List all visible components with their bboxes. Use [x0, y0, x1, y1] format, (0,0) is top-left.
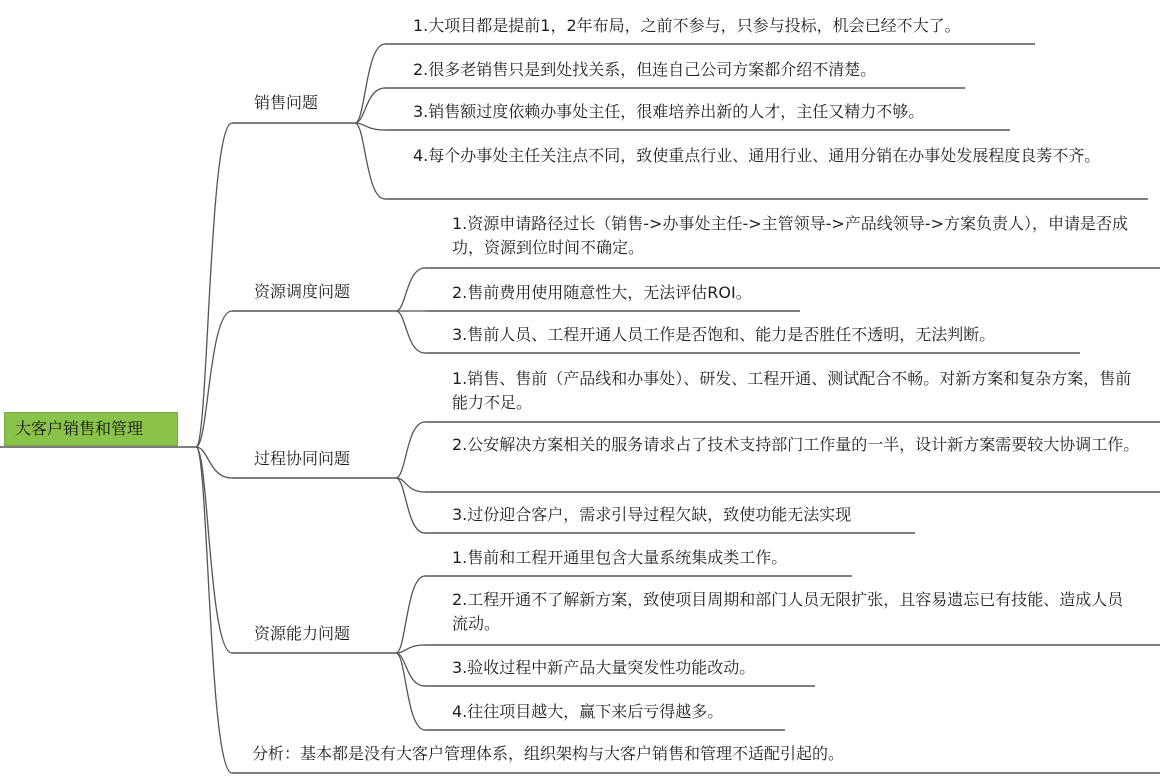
branch-4-item-4-connector	[396, 653, 425, 730]
branch-2-item-1-connector	[396, 268, 425, 311]
branch-1-item-1-connector	[355, 44, 385, 123]
branch-4-item-1-connector	[396, 576, 425, 653]
process-item-3[interactable]: 3.过份迎合客户，需求引导过程欠缺，致使功能无法实现	[452, 505, 852, 524]
process-item-2[interactable]: 2.公安解决方案相关的服务请求占了技术支持部门工作量的一半，设计新方案需要较大协调工作。	[452, 435, 1140, 454]
analysis-note[interactable]: 分析：基本都是没有大客户管理体系，组织架构与大客户销售和管理不适配引起的。	[252, 744, 845, 763]
capability-item-4[interactable]: 4.往往项目越大，赢下来后亏得越多。	[452, 702, 724, 721]
branch-3-item-3-connector	[396, 478, 425, 533]
capability-item-1[interactable]: 1.售前和工程开通里包含大量系统集成类工作。	[452, 548, 788, 567]
scheduling-item-2[interactable]: 2.售前费用使用随意性大，无法评估ROI。	[452, 283, 752, 302]
branch-label-resource-capability[interactable]: 资源能力问题	[254, 624, 351, 643]
branch-2-item-3-connector	[396, 311, 425, 353]
sales-item-2[interactable]: 2.很多老销售只是到处找关系，但连自己公司方案都介绍不清楚。	[413, 60, 877, 79]
process-item-1[interactable]: 1.销售、售前（产品线和办事处）、研发、工程开通、测试配合不畅。对新方案和复杂方案，售前能力不足。	[452, 369, 1132, 412]
branch-label-sales[interactable]: 销售问题	[254, 93, 319, 112]
root-to-analysis-connector	[196, 447, 232, 773]
branch-1-item-4-connector	[355, 123, 385, 199]
sales-item-4[interactable]: 4.每个办事处主任关注点不同，致使重点行业、通用行业、通用分销在办事处发展程度良莠不齐。	[413, 146, 1101, 165]
root-to-branch-1-connector	[196, 123, 232, 447]
branch-3-item-2-connector	[396, 478, 425, 492]
branch-label-resource-scheduling[interactable]: 资源调度问题	[254, 282, 351, 301]
capability-item-3[interactable]: 3.验收过程中新产品大量突发性功能改动。	[452, 658, 756, 677]
scheduling-item-3[interactable]: 3.售前人员、工程开通人员工作是否饱和、能力是否胜任不透明，无法判断。	[452, 325, 996, 344]
scheduling-item-1[interactable]: 1.资源申请路径过长（销售->办事处主任->主管领导->产品线领导->方案负责人），申请是否成功，资源到位时间不确定。	[452, 214, 1128, 257]
root-topic[interactable]: 大客户销售和管理	[4, 412, 178, 446]
branch-3-item-1-connector	[396, 422, 425, 478]
sales-item-3[interactable]: 3.销售额过度依赖办事处主任，很难培养出新的人才，主任又精力不够。	[413, 102, 925, 121]
branch-label-process-collaboration[interactable]: 过程协同问题	[254, 449, 351, 468]
capability-item-2[interactable]: 2.工程开通不了解新方案，致使项目周期和部门人员无限扩张，且容易遗忘已有技能、造成人员流动。	[452, 590, 1124, 633]
sales-item-1[interactable]: 1.大项目都是提前1，2年布局，之前不参与，只参与投标，机会已经不大了。	[413, 16, 961, 35]
